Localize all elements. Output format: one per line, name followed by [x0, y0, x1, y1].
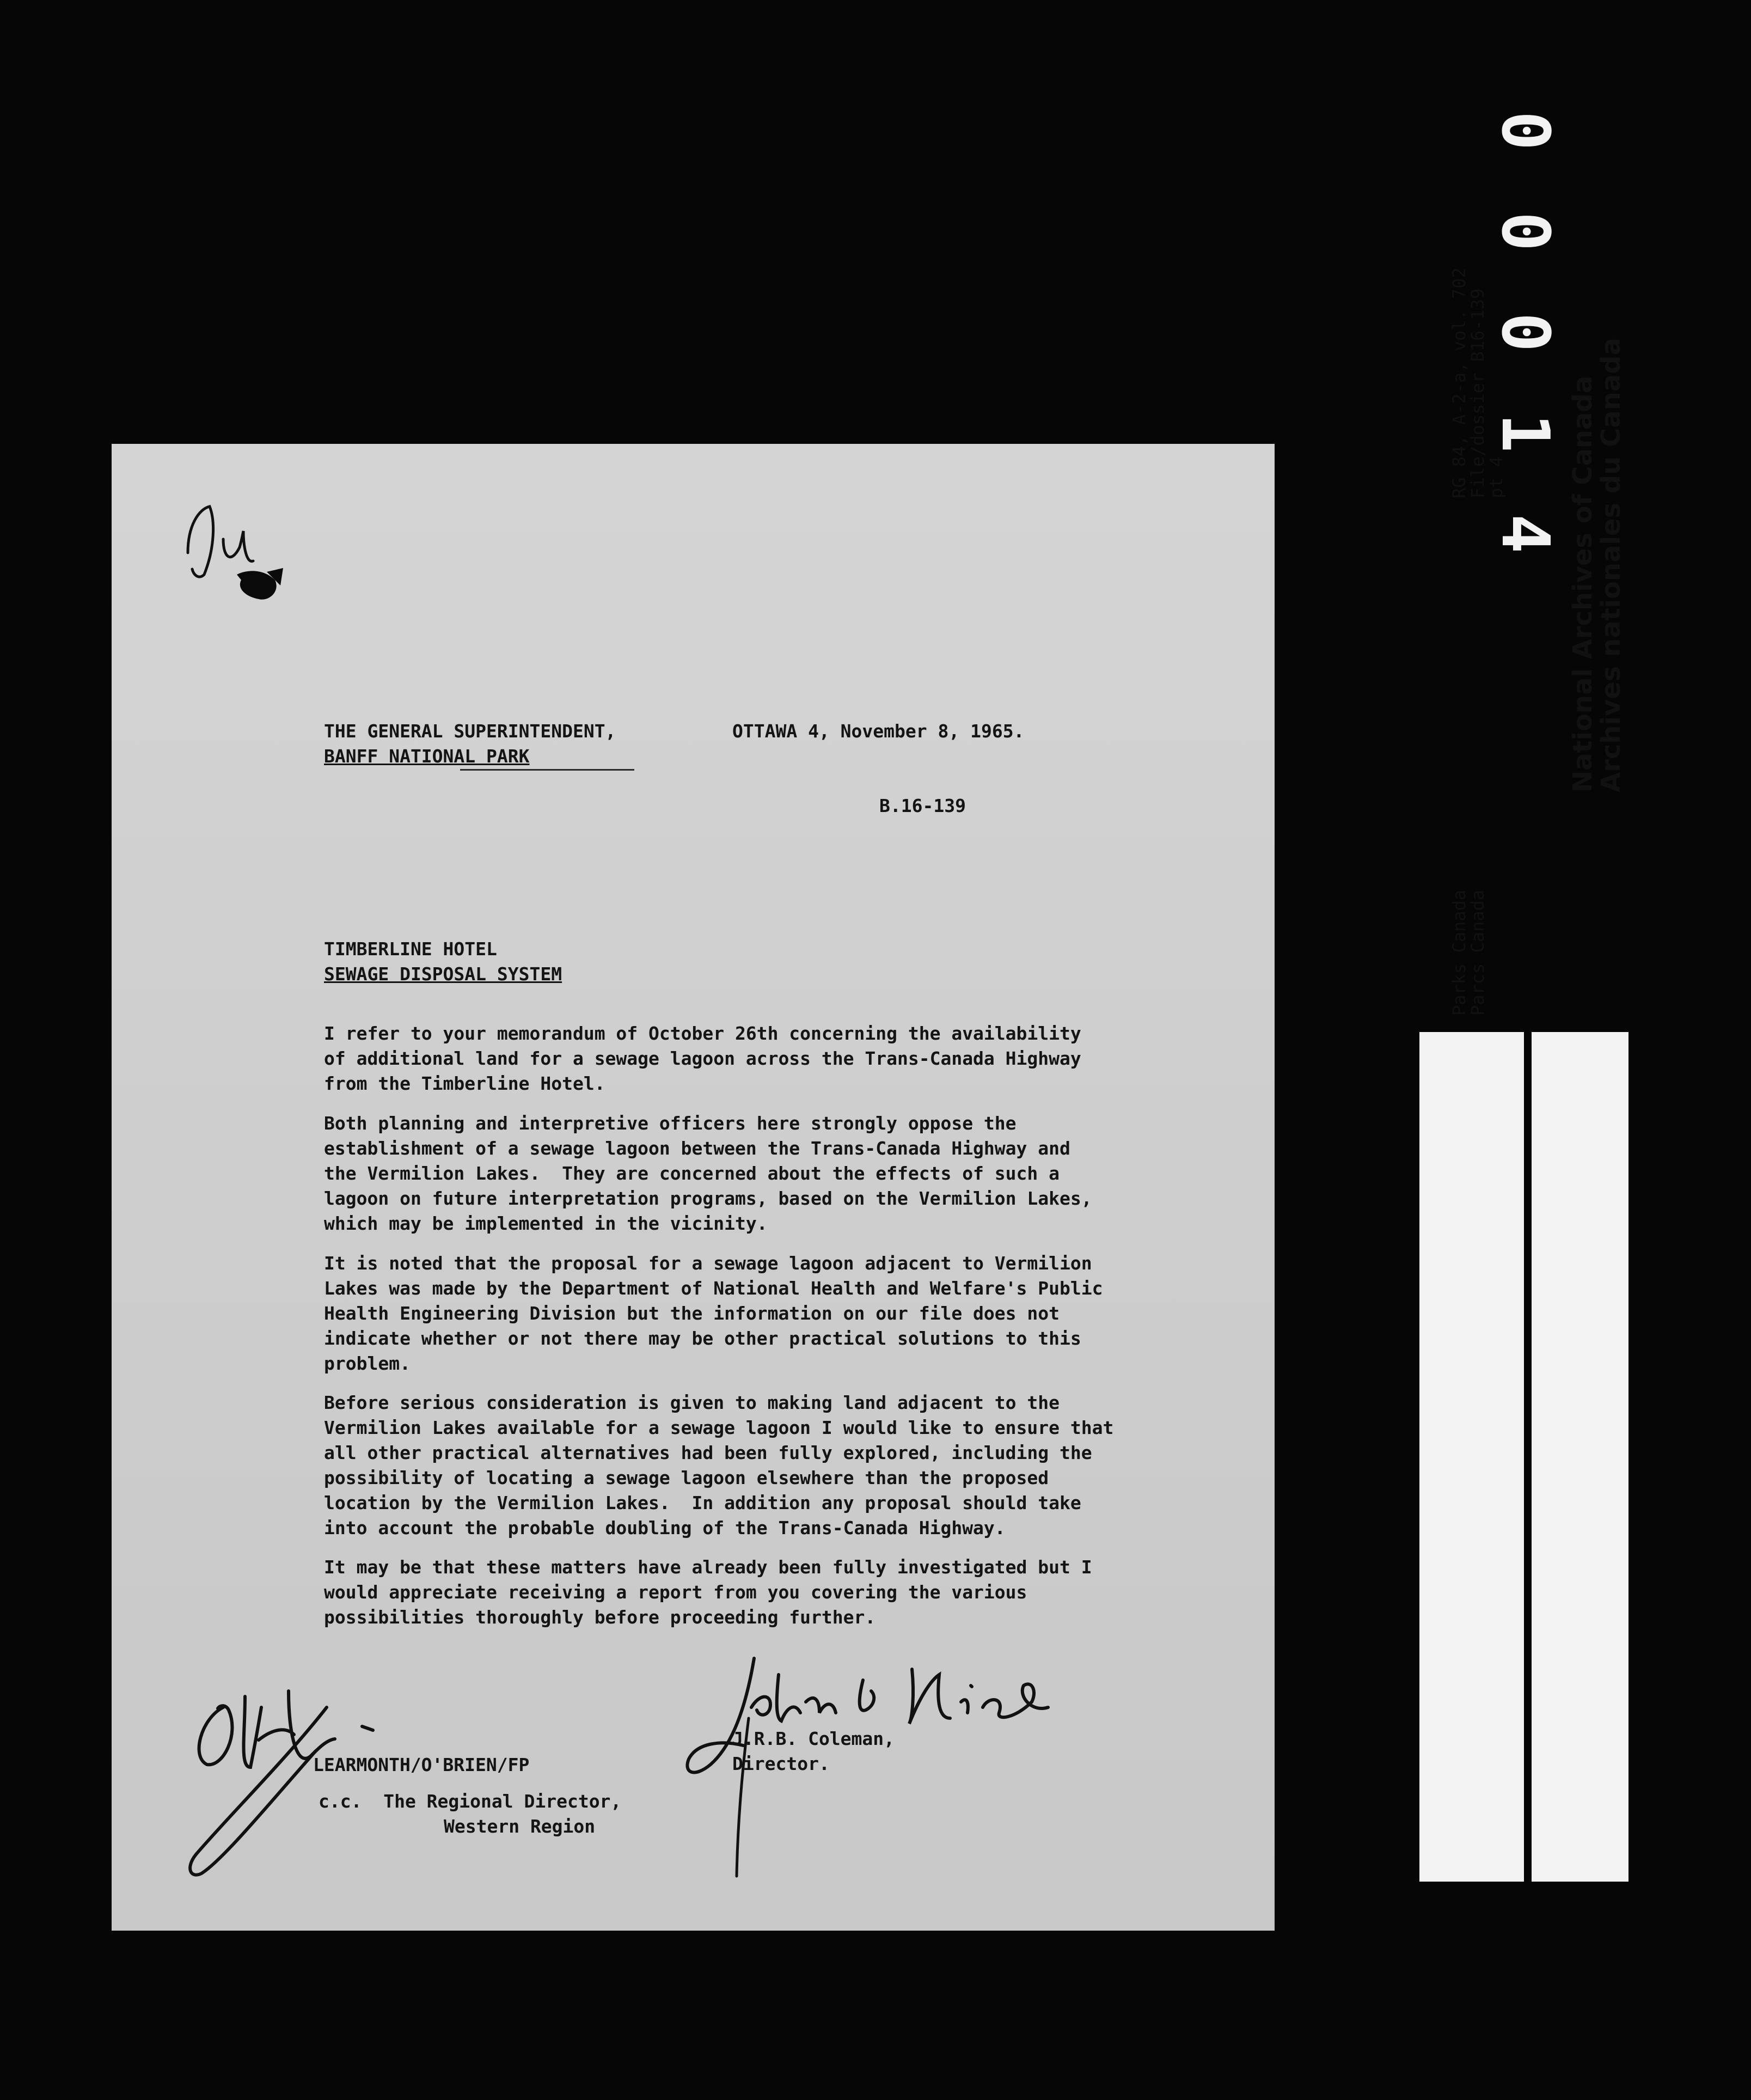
paragraph-line: of additional land for a sewage lagoon across the Trans-Canada Highway [324, 1048, 1081, 1069]
archive-agency-line: Parks Canada [1449, 889, 1470, 1016]
initials-signature [163, 1675, 392, 1882]
paragraph-line: Before serious consideration is given to making land adjacent to the [324, 1392, 1060, 1413]
paragraph-1 [324, 1021, 1173, 1096]
paragraph-line: indicate whether or not there may be other practical solutions to this [324, 1328, 1081, 1349]
paragraph-line: It is noted that the proposal for a sewage lagoon adjacent to Vermilion [324, 1253, 1092, 1274]
paragraph-2 [324, 1111, 1173, 1236]
frame-digit: 4 [1487, 514, 1563, 554]
signatory-title: Director. [732, 1753, 830, 1774]
paragraph-line: Lakes was made by the Department of National Health and Welfare's Public [324, 1278, 1103, 1299]
paragraph-line: from the Timberline Hotel. [324, 1073, 605, 1094]
director-signature [656, 1642, 1070, 1882]
paragraph-line: Health Engineering Division but the information on our file does not [324, 1303, 1060, 1324]
memo-page [112, 444, 1275, 1931]
paragraph-line: problem. [324, 1353, 411, 1374]
paragraph-line: which may be implemented in the vicinity. [324, 1213, 768, 1234]
paragraph-3 [324, 1251, 1173, 1376]
date-line: OTTAWA 4, November 8, 1965. [732, 721, 1025, 742]
paragraph-line: lagoon on future interpretation programs, based on the Vermilion Lakes, [324, 1188, 1092, 1209]
subject-line2: SEWAGE DISPOSAL SYSTEM [324, 963, 562, 985]
archive-ref-line: RG 84, A-2-a, vol. 702 [1449, 267, 1470, 498]
addressee-line1: THE GENERAL SUPERINTENDENT, [324, 721, 616, 742]
frame-digit: 0 [1487, 211, 1563, 252]
paragraph-line: Both planning and interpretive officers here strongly oppose the [324, 1113, 1017, 1134]
archives-name-fr: Archives nationales du Canada [1596, 338, 1626, 792]
signatory-name: J.R.B. Coleman, [732, 1728, 895, 1749]
paragraph-line: It may be that these matters have already been fully investigated but I [324, 1556, 1092, 1578]
reference-initials: LEARMONTH/O'BRIEN/FP [313, 1754, 530, 1775]
paragraph-5 [324, 1555, 1173, 1630]
frame-digit: 0 [1487, 312, 1563, 352]
cc-line1: c.c. The Regional Director, [319, 1791, 622, 1812]
paragraph-4 [324, 1390, 1173, 1541]
archives-name-en: National Archives of Canada [1568, 375, 1598, 792]
paragraph-line: Vermilion Lakes available for a sewage lagoon I would like to ensure that [324, 1417, 1114, 1438]
paragraph-line: all other practical alternatives had been fully explored, including the [324, 1442, 1092, 1463]
file-reference: B.16-139 [879, 795, 966, 816]
handwritten-note-mark [177, 487, 319, 618]
cc-line2: Western Region [444, 1816, 596, 1837]
frame-digit: 0 [1487, 111, 1563, 151]
paragraph-line: establishment of a sewage lagoon between the Trans-Canada Highway and [324, 1138, 1070, 1159]
archive-agency-line: Parcs Canada [1467, 889, 1488, 1016]
paragraph-line: I refer to your memorandum of October 26th concerning the availability [324, 1023, 1081, 1044]
paragraph-line: location by the Vermilion Lakes. In addition any proposal should take [324, 1492, 1081, 1513]
paragraph-line: possibilities thoroughly before proceeding further. [324, 1607, 876, 1628]
paragraph-line: possibility of locating a sewage lagoon elsewhere than the proposed [324, 1467, 1049, 1488]
archive-file-label [1419, 267, 1524, 1882]
addressee-underline [460, 769, 634, 771]
archive-ref-line: pt 4 [1486, 456, 1507, 498]
paragraph-line: into account the probable doubling of the Trans-Canada Highway. [324, 1517, 1006, 1539]
archive-ref-line: File/dossier B16-139 [1467, 288, 1488, 498]
national-archives-label [1532, 338, 1628, 1882]
subject-line1: TIMBERLINE HOTEL [324, 938, 497, 960]
paragraph-line: would appreciate receiving a report from you covering the various [324, 1582, 1027, 1603]
addressee-line2: BANFF NATIONAL PARK [324, 746, 530, 767]
paragraph-line: the Vermilion Lakes. They are concerned about the effects of such a [324, 1163, 1060, 1184]
frame-digit: 1 [1487, 413, 1563, 453]
